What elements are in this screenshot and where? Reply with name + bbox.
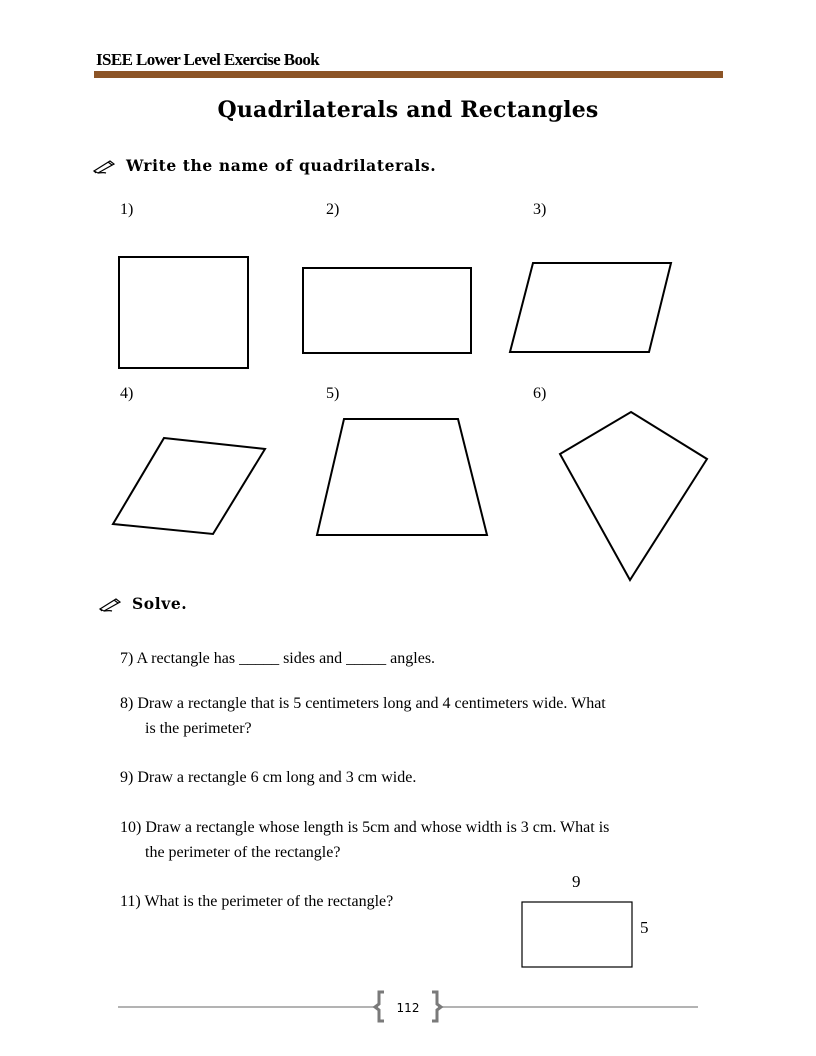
problem-number: 11)	[120, 893, 141, 910]
section-instruction: Solve.	[132, 594, 188, 613]
shape-kite	[560, 412, 707, 580]
shape-square	[119, 257, 248, 368]
problem-number: 10)	[120, 819, 142, 836]
problem-text: A rectangle has _____ sides and _____ angles.	[136, 650, 436, 667]
shape-label-3: 3)	[533, 201, 547, 218]
shape-rhombus	[113, 438, 265, 534]
header-title: ISEE Lower Level Exercise Book	[96, 50, 320, 69]
problem-number: 8)	[120, 695, 134, 712]
shape-label-2: 2)	[326, 201, 340, 218]
problem-text: Draw a rectangle that is 5 centimeters long and 4 centimeters wide. What	[137, 695, 606, 712]
problem-8	[120, 691, 606, 741]
problem-text-continued: the perimeter of the rectangle?	[145, 844, 341, 861]
section-heading-solve	[98, 594, 187, 613]
shape-label-4: 4)	[120, 385, 134, 402]
problem-7	[120, 646, 435, 671]
section-instruction: Write the name of quadrilaterals.	[126, 156, 437, 175]
page-number: 112	[396, 1001, 420, 1015]
problem-text: Draw a rectangle 6 cm long and 3 cm wide.	[137, 769, 417, 786]
problem-10	[120, 815, 609, 865]
shape-rectangle	[303, 268, 471, 353]
shape-trapezoid	[317, 419, 487, 535]
shape-parallelogram	[510, 263, 671, 352]
problem-9	[120, 765, 416, 790]
problem-11	[120, 889, 393, 914]
problem11-rectangle	[522, 902, 632, 967]
problem-text-continued: is the perimeter?	[145, 720, 252, 737]
problem-text: Draw a rectangle whose length is 5cm and whose width is 3 cm. What is	[145, 819, 610, 836]
rectangle-length-label: 9	[572, 872, 581, 891]
pencil-icon	[98, 596, 122, 612]
page-title: Quadrilaterals and Rectangles	[217, 97, 599, 123]
shape-label-1: 1)	[120, 201, 134, 218]
shape-label-5: 5)	[326, 385, 340, 402]
rectangle-width-label: 5	[640, 918, 649, 937]
problem-number: 7)	[120, 650, 134, 667]
shape-label-6: 6)	[533, 385, 547, 402]
problem-number: 9)	[120, 769, 134, 786]
problem-text: What is the perimeter of the rectangle?	[144, 893, 394, 910]
